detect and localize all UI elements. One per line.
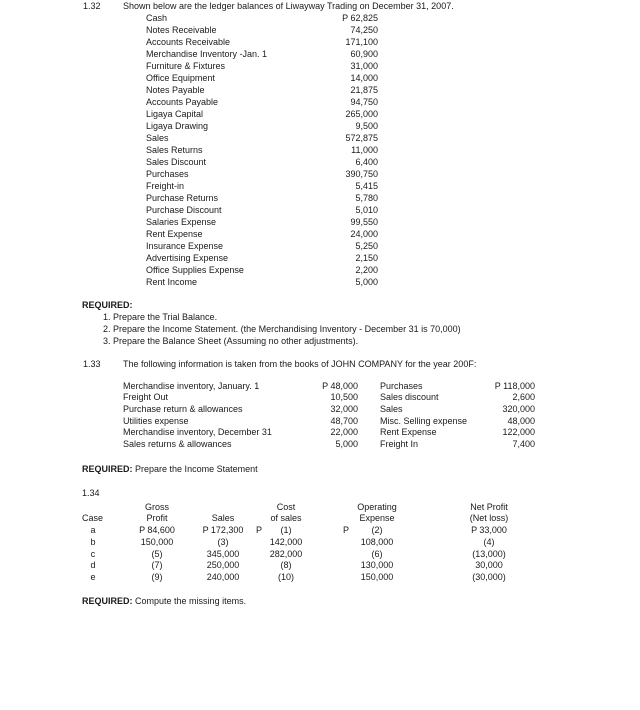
table-cell: (2)	[371, 525, 383, 535]
table-cell: (6)	[371, 549, 383, 559]
header-opex: Expense	[359, 513, 395, 523]
table-cell: 108,000	[360, 537, 394, 547]
ledger-row: Ligaya Drawing 9,500	[146, 121, 378, 131]
ledger-row: Purchase Returns 5,780	[146, 193, 378, 203]
ledger-row: Merchandise Inventory -Jan. 1 60,900	[146, 49, 378, 59]
ledger-row: Purchases 390,750	[146, 169, 378, 179]
table-cell: P 33,000	[471, 525, 507, 535]
ledger-row: Rent Expense 24,000	[146, 229, 378, 239]
required-heading-1-33: REQUIRED:	[82, 464, 133, 474]
ledger-row: Insurance Expense 5,250	[146, 241, 378, 251]
case-label: c	[90, 549, 96, 559]
table-cell: P 172,300	[202, 525, 244, 535]
table-cell: (8)	[280, 560, 292, 570]
table-row: Freight Out 10,500 Sales discount 2,600	[123, 392, 535, 402]
header-cost: Cost	[276, 502, 296, 512]
ledger-row: Freight-in 5,415	[146, 181, 378, 191]
ledger-row: Office Equipment 14,000	[146, 73, 378, 83]
ledger-row: Accounts Payable 94,750	[146, 97, 378, 107]
ledger-row: Ligaya Capital 265,000	[146, 109, 378, 119]
problem-1-34-number: 1.34	[82, 488, 100, 498]
ledger-row: Sales 572,875	[146, 133, 378, 143]
table-cell: 282,000	[269, 549, 303, 559]
table-cell: (5)	[151, 549, 163, 559]
header-gross: Gross	[144, 502, 169, 512]
table-cell: P 84,600	[139, 525, 175, 535]
ledger-row: Rent Income 5,000	[146, 277, 378, 287]
required-line-1-33	[82, 463, 258, 475]
header-opex: Operating	[357, 502, 397, 512]
case-label: d	[90, 560, 96, 570]
table-cell: (1)	[280, 525, 292, 535]
ledger-row: Notes Receivable 74,250	[146, 25, 378, 35]
table-cell: 250,000	[206, 560, 240, 570]
header-case: Case	[82, 513, 104, 523]
table-cell: (9)	[151, 572, 163, 582]
ledger-row: Salaries Expense 99,550	[146, 217, 378, 227]
table-cell: (3)	[217, 537, 229, 547]
header-cost: of sales	[270, 513, 302, 523]
required-heading-1-34: REQUIRED:	[82, 596, 133, 606]
ledger-row: Furniture & Fixtures 31,000	[146, 61, 378, 71]
table-cell: 30,000	[475, 560, 503, 570]
table-row: Purchase return & allowances 32,000 Sales 320,000	[123, 404, 535, 414]
table-cell: 150,000	[360, 572, 394, 582]
required-text-1-33: Prepare the Income Statement	[135, 464, 258, 474]
problem-1-33-number: 1.33	[83, 359, 101, 369]
table-cell: 345,000	[206, 549, 240, 559]
table-cell: (10)	[277, 572, 294, 582]
table-cell: 130,000	[360, 560, 394, 570]
table-row: Merchandise inventory, January. 1 P 48,000 Purchases P 118,000	[123, 381, 535, 391]
required-item-3: 3. Prepare the Balance Sheet (Assuming no other adjustments).	[103, 336, 359, 346]
table-cell: 150,000	[140, 537, 174, 547]
header-gross: Profit	[146, 513, 168, 523]
header-net: (Net loss)	[469, 513, 509, 523]
header-net: Net Profit	[470, 502, 508, 512]
case-label: a	[90, 525, 96, 535]
table-cell: P	[343, 525, 350, 535]
table-cell: 142,000	[269, 537, 303, 547]
required-heading-1-32: REQUIRED:	[82, 300, 133, 310]
ledger-row: Office Supplies Expense 2,200	[146, 265, 378, 275]
required-item-2: 2. Prepare the Income Statement. (the Merchandising Inventory - December 31 is 70,000)	[103, 324, 461, 334]
problem-1-32-intro: Shown below are the ledger balances of Liwayway Trading on December 31, 2007.	[123, 1, 454, 11]
required-line-1-34	[82, 595, 246, 607]
required-item-1: 1. Prepare the Trial Balance.	[103, 312, 218, 322]
ledger-row: Sales Returns 11,000	[146, 145, 378, 155]
ledger-row: Cash P 62,825	[146, 13, 378, 23]
table-cell: P	[256, 525, 263, 535]
required-text-1-34: Compute the missing items.	[135, 596, 247, 606]
table-cell: 240,000	[206, 572, 240, 582]
ledger-row: Sales Discount 6,400	[146, 157, 378, 167]
case-label: b	[90, 537, 96, 547]
ledger-row: Advertising Expense 2,150	[146, 253, 378, 263]
table-cell: (30,000)	[472, 572, 506, 582]
table-cell: (7)	[151, 560, 163, 570]
header-sales: Sales	[211, 513, 235, 523]
ledger-row: Purchase Discount 5,010	[146, 205, 378, 215]
table-row: Utilities expense 48,700 Misc. Selling expense 48,000	[123, 416, 535, 426]
problem-1-32-number: 1.32	[83, 1, 101, 11]
table-row: Merchandise inventory, December 31 22,000 Rent Expense 122,000	[123, 427, 535, 437]
table-cell: (4)	[483, 537, 495, 547]
ledger-row: Accounts Receivable 171,100	[146, 37, 378, 47]
case-label: e	[90, 572, 96, 582]
table-cell: (13,000)	[472, 549, 506, 559]
ledger-row: Notes Payable 21,875	[146, 85, 378, 95]
problem-1-33-intro: The following information is taken from the books of JOHN COMPANY for the year 200F:	[123, 359, 477, 369]
table-row: Sales returns & allowances 5,000 Freight In 7,400	[123, 439, 535, 449]
